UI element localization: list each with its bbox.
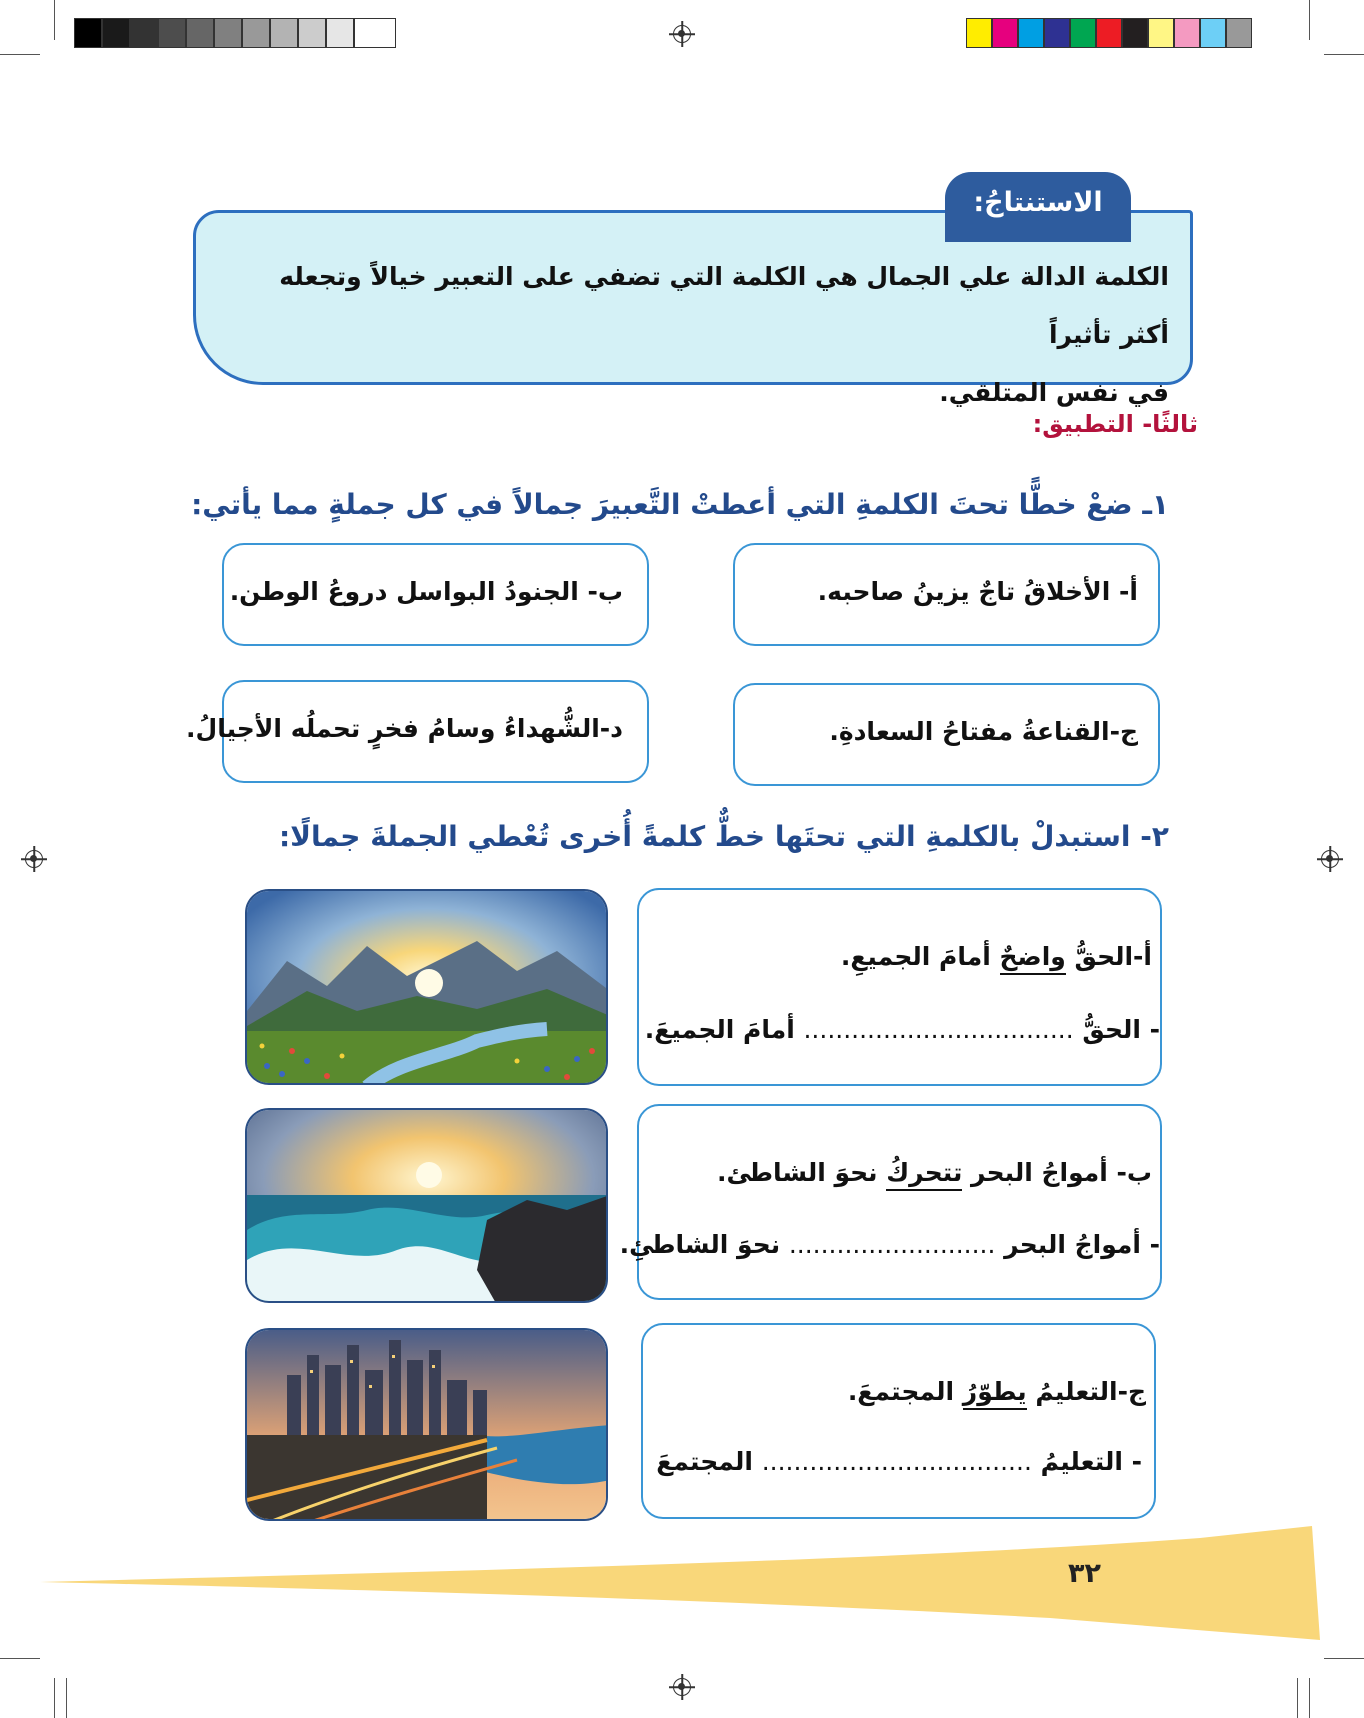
- q1-item-c: ج-القناعةُ مفتاحُ السعادةِ.: [829, 717, 1138, 746]
- fill-end: أمامَ الجميعَ.: [644, 1015, 795, 1044]
- q2-item-a-sentence: [841, 942, 1152, 971]
- conclusion-text: [229, 248, 1169, 422]
- sentence-suffix: المجتمعَ.: [847, 1377, 963, 1406]
- q1-item-d: د-الشُّهداءُ وسامُ فخرٍ تحملُه الأجيالُ.: [186, 714, 623, 743]
- fill-blank[interactable]: ..........................: [788, 1230, 996, 1259]
- sentence-suffix: نحوَ الشاطئ.: [717, 1158, 887, 1187]
- q1-item-b-box: [222, 543, 649, 646]
- conclusion-tab: الاستنتاجُ:: [945, 172, 1131, 242]
- question-1-prompt: ١ـ ضعْ خطًّا تحتَ الكلمةِ التي أعطتْ التَّعبيرَ جمالاً في كل جملةٍ مما يأتي:: [191, 488, 1169, 521]
- fill-start: - الحقُّ: [1082, 1015, 1160, 1044]
- registration-mark-bottom: [673, 1678, 691, 1696]
- mountain-sunset-image: [245, 889, 608, 1085]
- section-heading: ثالثًا- التطبيق:: [1032, 410, 1198, 438]
- sentence-suffix: أمامَ الجميعِ.: [840, 942, 1000, 971]
- q2-item-b-box: [619, 1104, 1162, 1300]
- registration-mark-right: [1321, 850, 1339, 868]
- sentence-prefix: ج-التعليمُ: [1026, 1377, 1146, 1406]
- q2-item-b-fill: [620, 1230, 1160, 1259]
- q2-item-c-fill: [656, 1447, 1142, 1476]
- q2-item-c-box: [641, 1323, 1156, 1519]
- q2-item-a-fill: [645, 1015, 1160, 1044]
- sentence-prefix: أ-الحقُّ: [1065, 942, 1152, 971]
- q2-item-b-sentence: [717, 1158, 1152, 1187]
- page-number: ٣٢: [1068, 1558, 1101, 1589]
- conclusion-line-1: الكلمة الدالة علي الجمال هي الكلمة التي تضفي على التعبير خيالاً وتجعله أكثر تأثيراً: [279, 262, 1169, 349]
- sentence-prefix: ب- أمواجُ البحر: [962, 1158, 1152, 1187]
- sea-waves-image: [245, 1108, 608, 1303]
- registration-mark-left: [25, 850, 43, 868]
- question-2-prompt: ٢- استبدلْ بالكلمةِ التي تحتَها خطٌّ كلمةً أُخرى تُعْطي الجملةَ جمالًا:: [278, 820, 1169, 853]
- q1-item-b: ب- الجنودُ البواسل دروعُ الوطن.: [229, 577, 623, 606]
- fill-blank[interactable]: ..................................: [761, 1447, 1032, 1476]
- fill-blank[interactable]: ..................................: [803, 1015, 1074, 1044]
- q2-item-c-sentence: [848, 1377, 1146, 1406]
- fill-start: - التعليمُ: [1040, 1447, 1142, 1476]
- registration-mark-top: [673, 25, 691, 43]
- q1-item-d-box: [186, 680, 649, 783]
- underlined-word: يطوّرُ: [963, 1377, 1027, 1410]
- underlined-word: واضحٌ: [1000, 942, 1066, 975]
- q1-item-a: أ- الأخلاقُ تاجٌ يزينُ صاحبه.: [817, 577, 1138, 606]
- conclusion-line-2: في نفس المتلقي.: [939, 378, 1169, 407]
- q2-item-a-box: [637, 888, 1162, 1086]
- underlined-word: تتحركُ: [886, 1158, 962, 1191]
- fill-start: - أمواجُ البحر: [1004, 1230, 1160, 1259]
- q1-item-c-box: [733, 683, 1160, 786]
- fill-end: نحوَ الشاطئِ.: [619, 1230, 781, 1259]
- fill-end: المجتمعَ: [656, 1447, 753, 1476]
- q1-item-a-box: [733, 543, 1160, 646]
- city-skyline-image: [245, 1328, 608, 1521]
- footer-yellow-band: [0, 1520, 1364, 1640]
